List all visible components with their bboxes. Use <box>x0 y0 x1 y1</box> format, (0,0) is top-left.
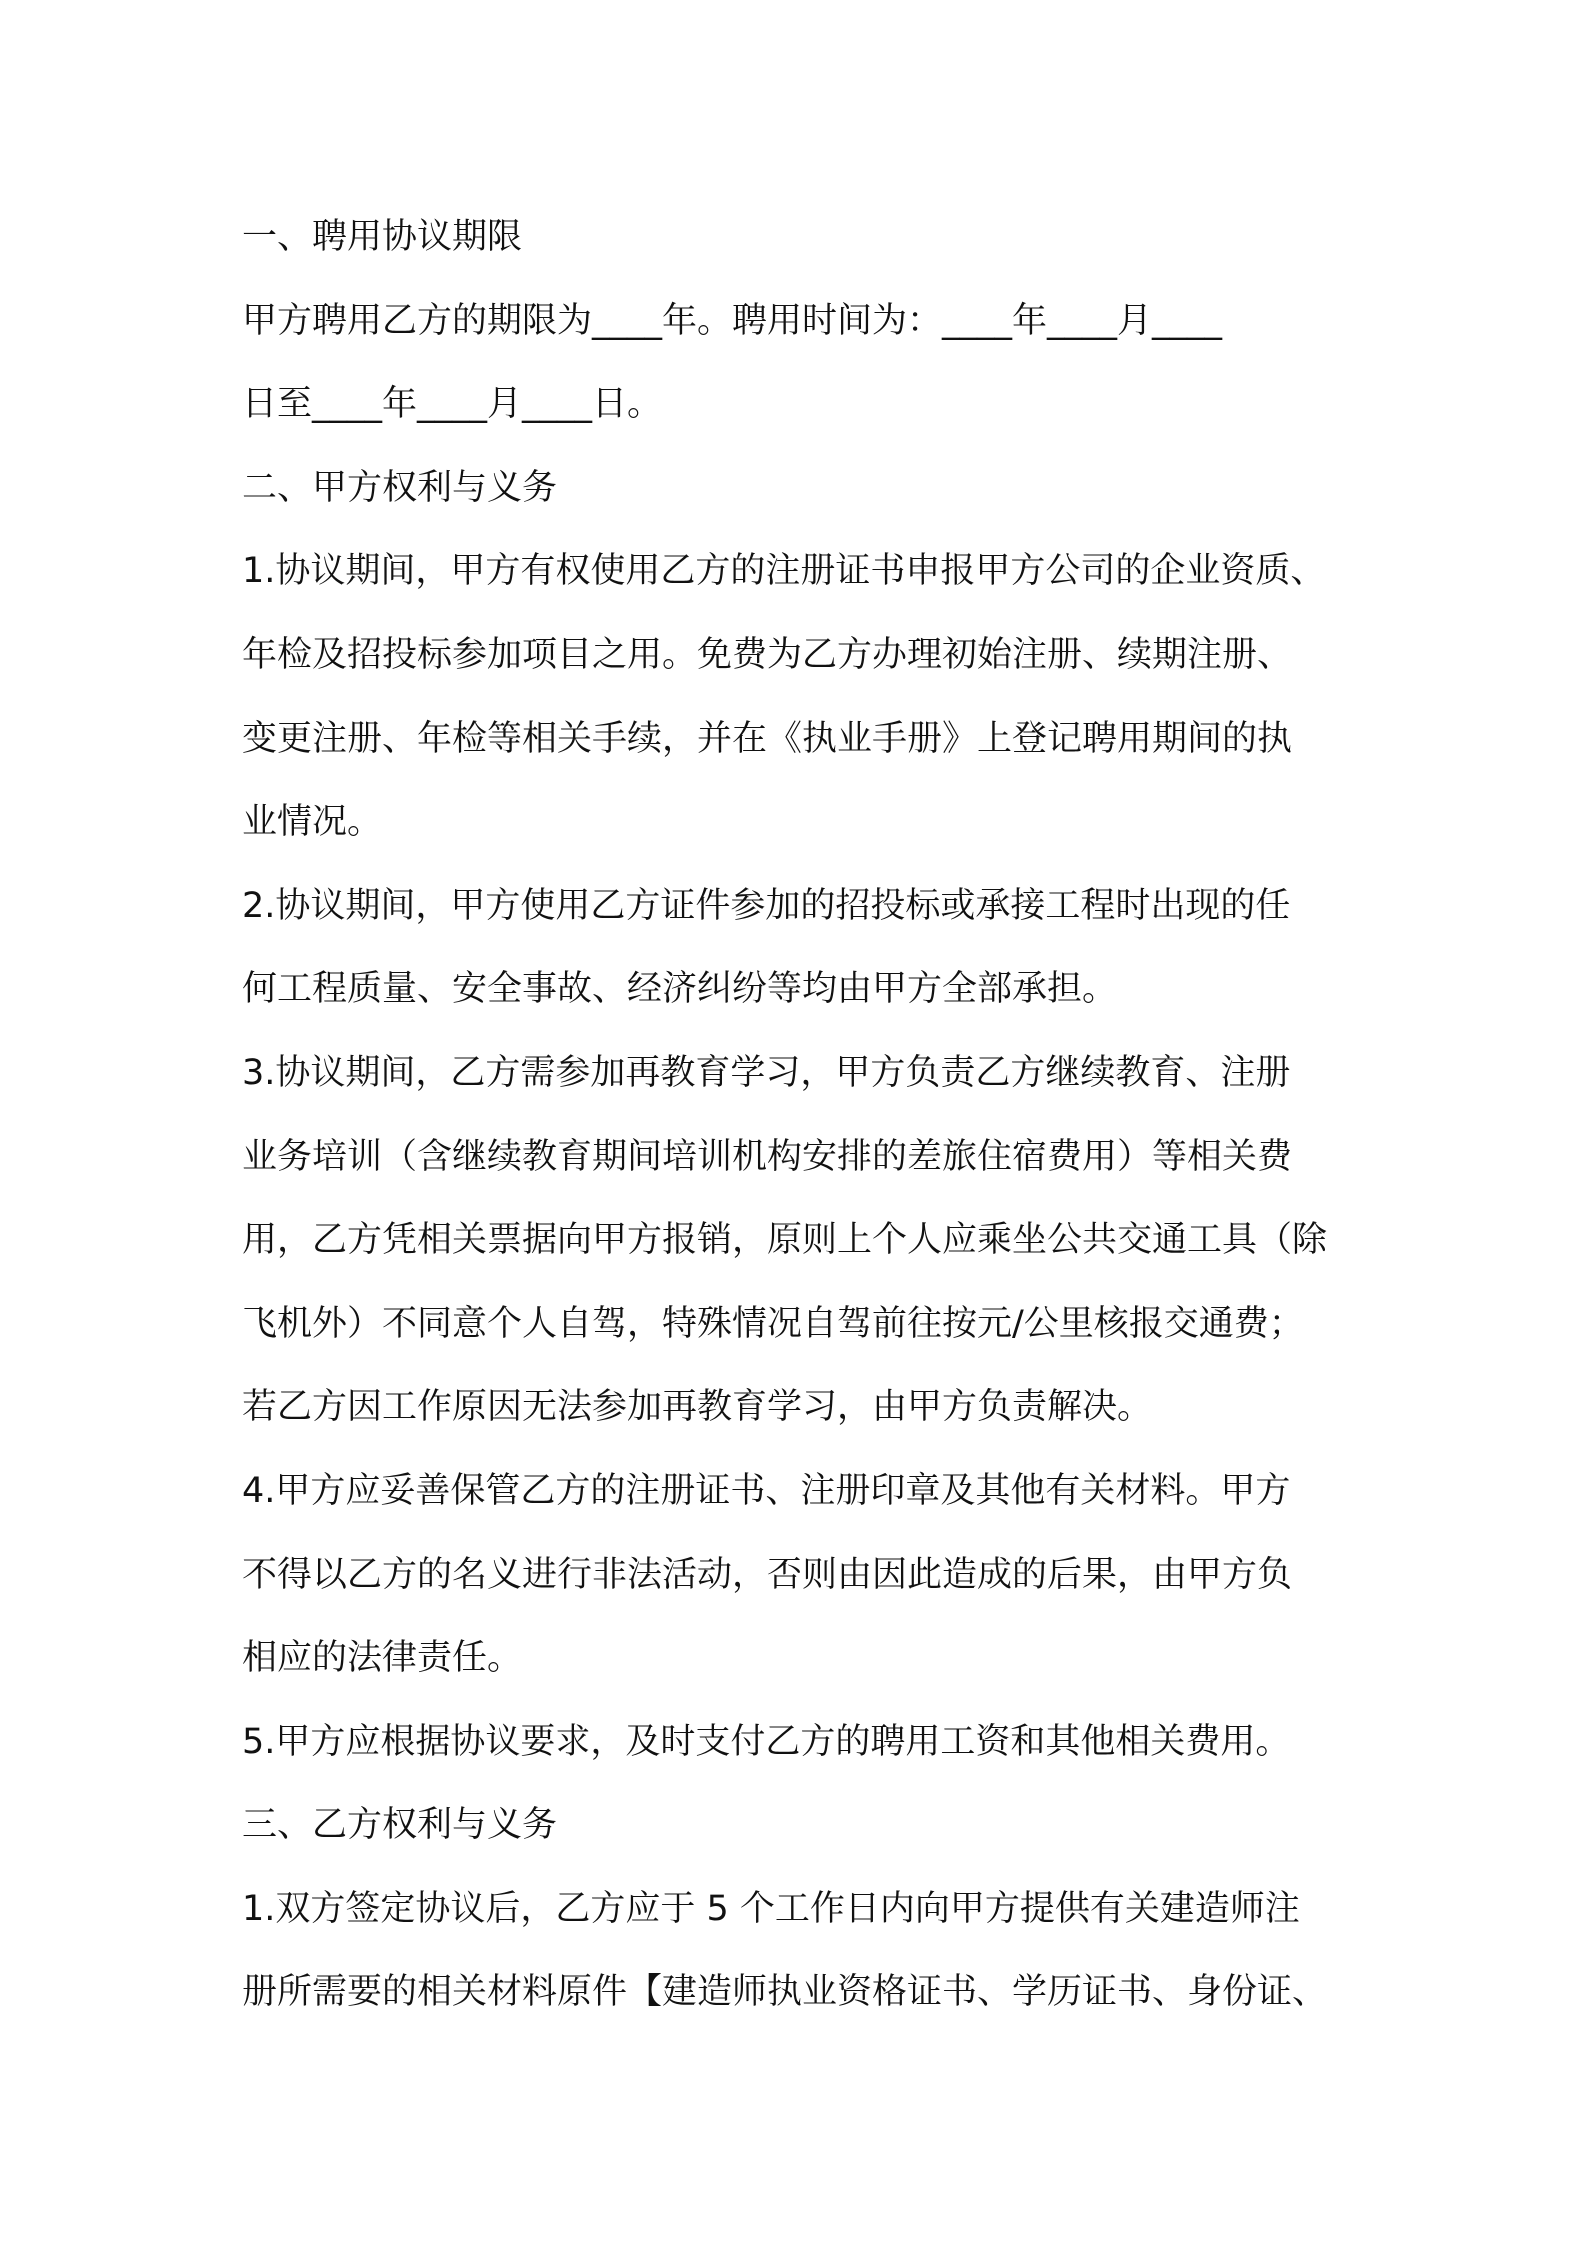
paragraph-line: 变更注册、年检等相关手续，并在《执业手册》上登记聘用期间的执 <box>242 718 1293 759</box>
section-heading-party-a: 二、甲方权利与义务 <box>242 467 558 508</box>
section-heading-term: 一、聘用协议期限 <box>242 217 523 257</box>
paragraph-line: 日至____年____月____日。 <box>242 384 663 425</box>
paragraph-line: 5.甲方应根据协议要求，及时支付乙方的聘用工资和其他相关费用。 <box>242 1721 1291 1762</box>
paragraph-line: 用，乙方凭相关票据向甲方报销，原则上个人应乘坐公共交通工具（除 <box>242 1220 1328 1261</box>
paragraph-line: 2.协议期间，甲方使用乙方证件参加的招投标或承接工程时出现的任 <box>242 885 1291 926</box>
paragraph-line: 册所需要的相关材料原件【建造师执业资格证书、学历证书、身份证、 <box>242 1972 1328 2013</box>
paragraph-line: 何工程质量、安全事故、经济纠纷等均由甲方全部承担。 <box>242 969 1118 1010</box>
paragraph-line: 1.双方签定协议后，乙方应于 5 个工作日内向甲方提供有关建造师注 <box>242 1888 1300 1929</box>
paragraph-line: 不得以乙方的名义进行非法活动，否则由因此造成的后果，由甲方负 <box>242 1554 1293 1595</box>
paragraph-line: 3.协议期间，乙方需参加再教育学习，甲方负责乙方继续教育、注册 <box>242 1052 1291 1093</box>
paragraph-line: 业情况。 <box>242 802 383 843</box>
paragraph-line: 若乙方因工作原因无法参加再教育学习，由甲方负责解决。 <box>242 1387 1153 1428</box>
paragraph-line: 相应的法律责任。 <box>242 1638 523 1679</box>
paragraph-line: 年检及招投标参加项目之用。免费为乙方办理初始注册、续期注册、 <box>242 634 1293 675</box>
paragraph-line: 1.协议期间，甲方有权使用乙方的注册证书申报甲方公司的企业资质、 <box>242 551 1326 592</box>
paragraph-line: 业务培训（含继续教育期间培训机构安排的差旅住宿费用）等相关费 <box>242 1136 1293 1177</box>
paragraph-line: 甲方聘用乙方的期限为____年。聘用时间为：____年____月____ <box>242 300 1223 341</box>
paragraph-line: 4.甲方应妥善保管乙方的注册证书、注册印章及其他有关材料。甲方 <box>242 1470 1291 1511</box>
document-body <box>242 196 1362 2035</box>
paragraph-line: 飞机外）不同意个人自驾，特殊情况自驾前往按元/公里核报交通费； <box>242 1303 1304 1344</box>
section-heading-party-b: 三、乙方权利与义务 <box>242 1805 558 1846</box>
